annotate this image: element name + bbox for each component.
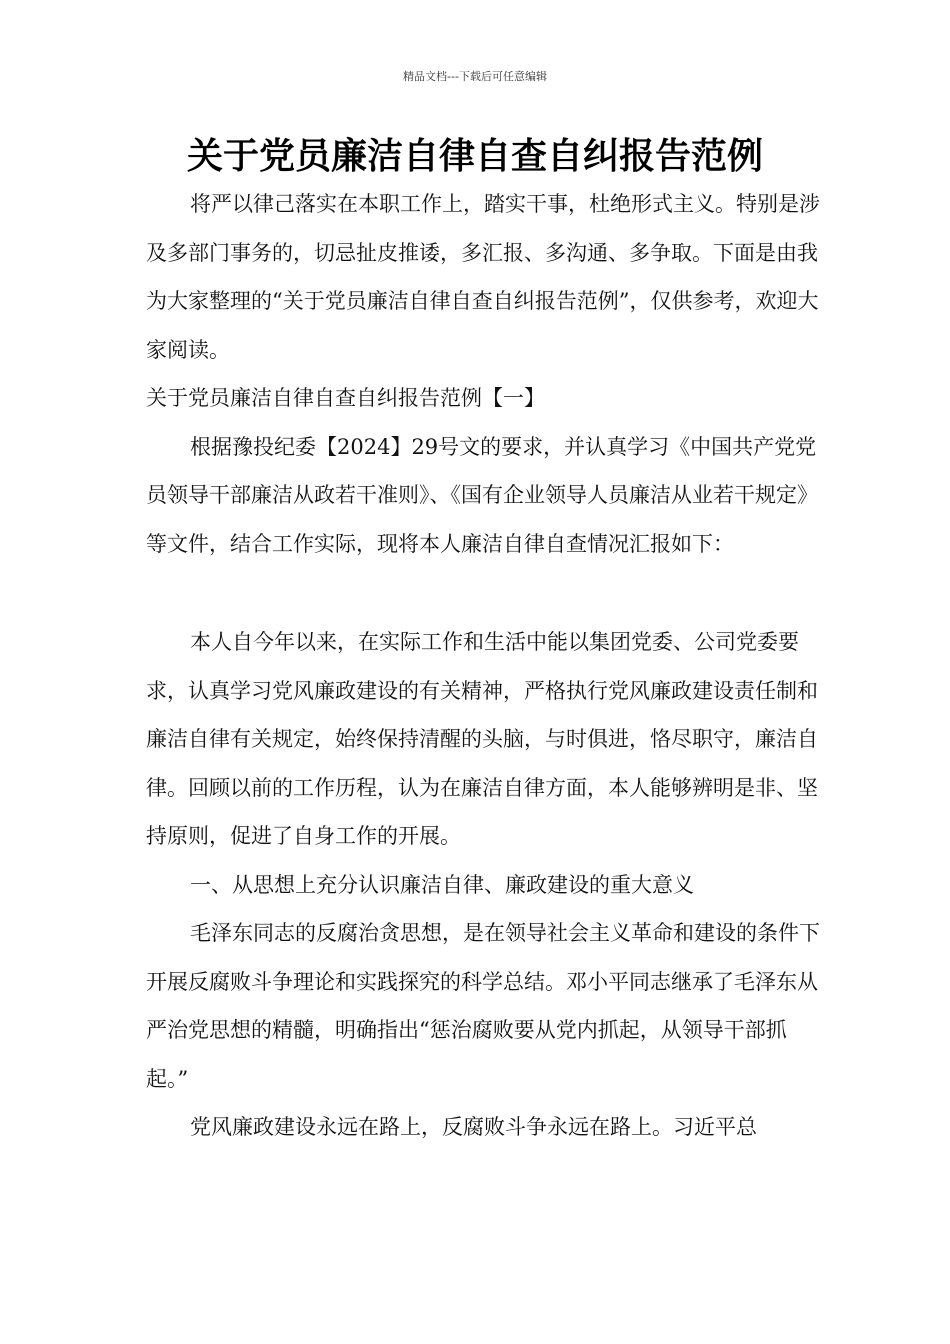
intro-paragraph: 将严以律己落实在本职工作上，踏实干事，杜绝形式主义。特别是涉及多部门事务的，切忌扯皮推诿，多汇报、多沟通、多争取。下面是由我为大家整理的“关于党员廉洁自律自查自纠报告范例”，仅供参考，欢迎大家阅读。 — [146, 192, 820, 362]
subsection-heading: 一、从思想上充分认识廉洁自律、廉政建设的重大意义 — [190, 872, 694, 897]
paragraph-5: 党风廉政建设永远在路上，反腐败斗争永远在路上。习近平总 — [190, 1115, 757, 1139]
paragraph-gap — [146, 568, 826, 618]
section-heading: 关于党员廉洁自律自查自纠报告范例【一】 — [146, 386, 545, 410]
paragraph-1: 根据豫投纪委【2024】29号文的要求，并认真学习《中国共产党党员领导干部廉洁从政若干准则》、《国有企业领导人员廉洁从业若干规定》等文件，结合工作实际，现将本人廉洁自律自查情况汇报如下： — [146, 434, 818, 556]
header-note: 精品文档---下载后可任意编辑 — [403, 70, 547, 83]
document-body — [146, 180, 826, 1152]
paragraph-2: 本人自今年以来，在实际工作和生活中能以集团党委、公司党委要求，认真学习党风廉政建设的有关精神，严格执行党风廉政建设责任制和廉洁自律有关规定，始终保持清醒的头脑，与时俱进，恪尽职守，廉洁自律。回顾以前的工作历程，认为在廉洁自律方面，本人能够辨明是非、坚持原则，促进了自身工作的开展。 — [146, 630, 818, 848]
document-title: 关于党员廉洁自律自查自纠报告范例 — [186, 136, 763, 177]
paragraph-4: 毛泽东同志的反腐治贪思想，是在领导社会主义革命和建设的条件下开展反腐败斗争理论和实践探究的科学总结。邓小平同志继承了毛泽东从严治党思想的精髓，明确指出“惩治腐败要从党内抓起，从领导干部抓起。” — [146, 921, 820, 1091]
